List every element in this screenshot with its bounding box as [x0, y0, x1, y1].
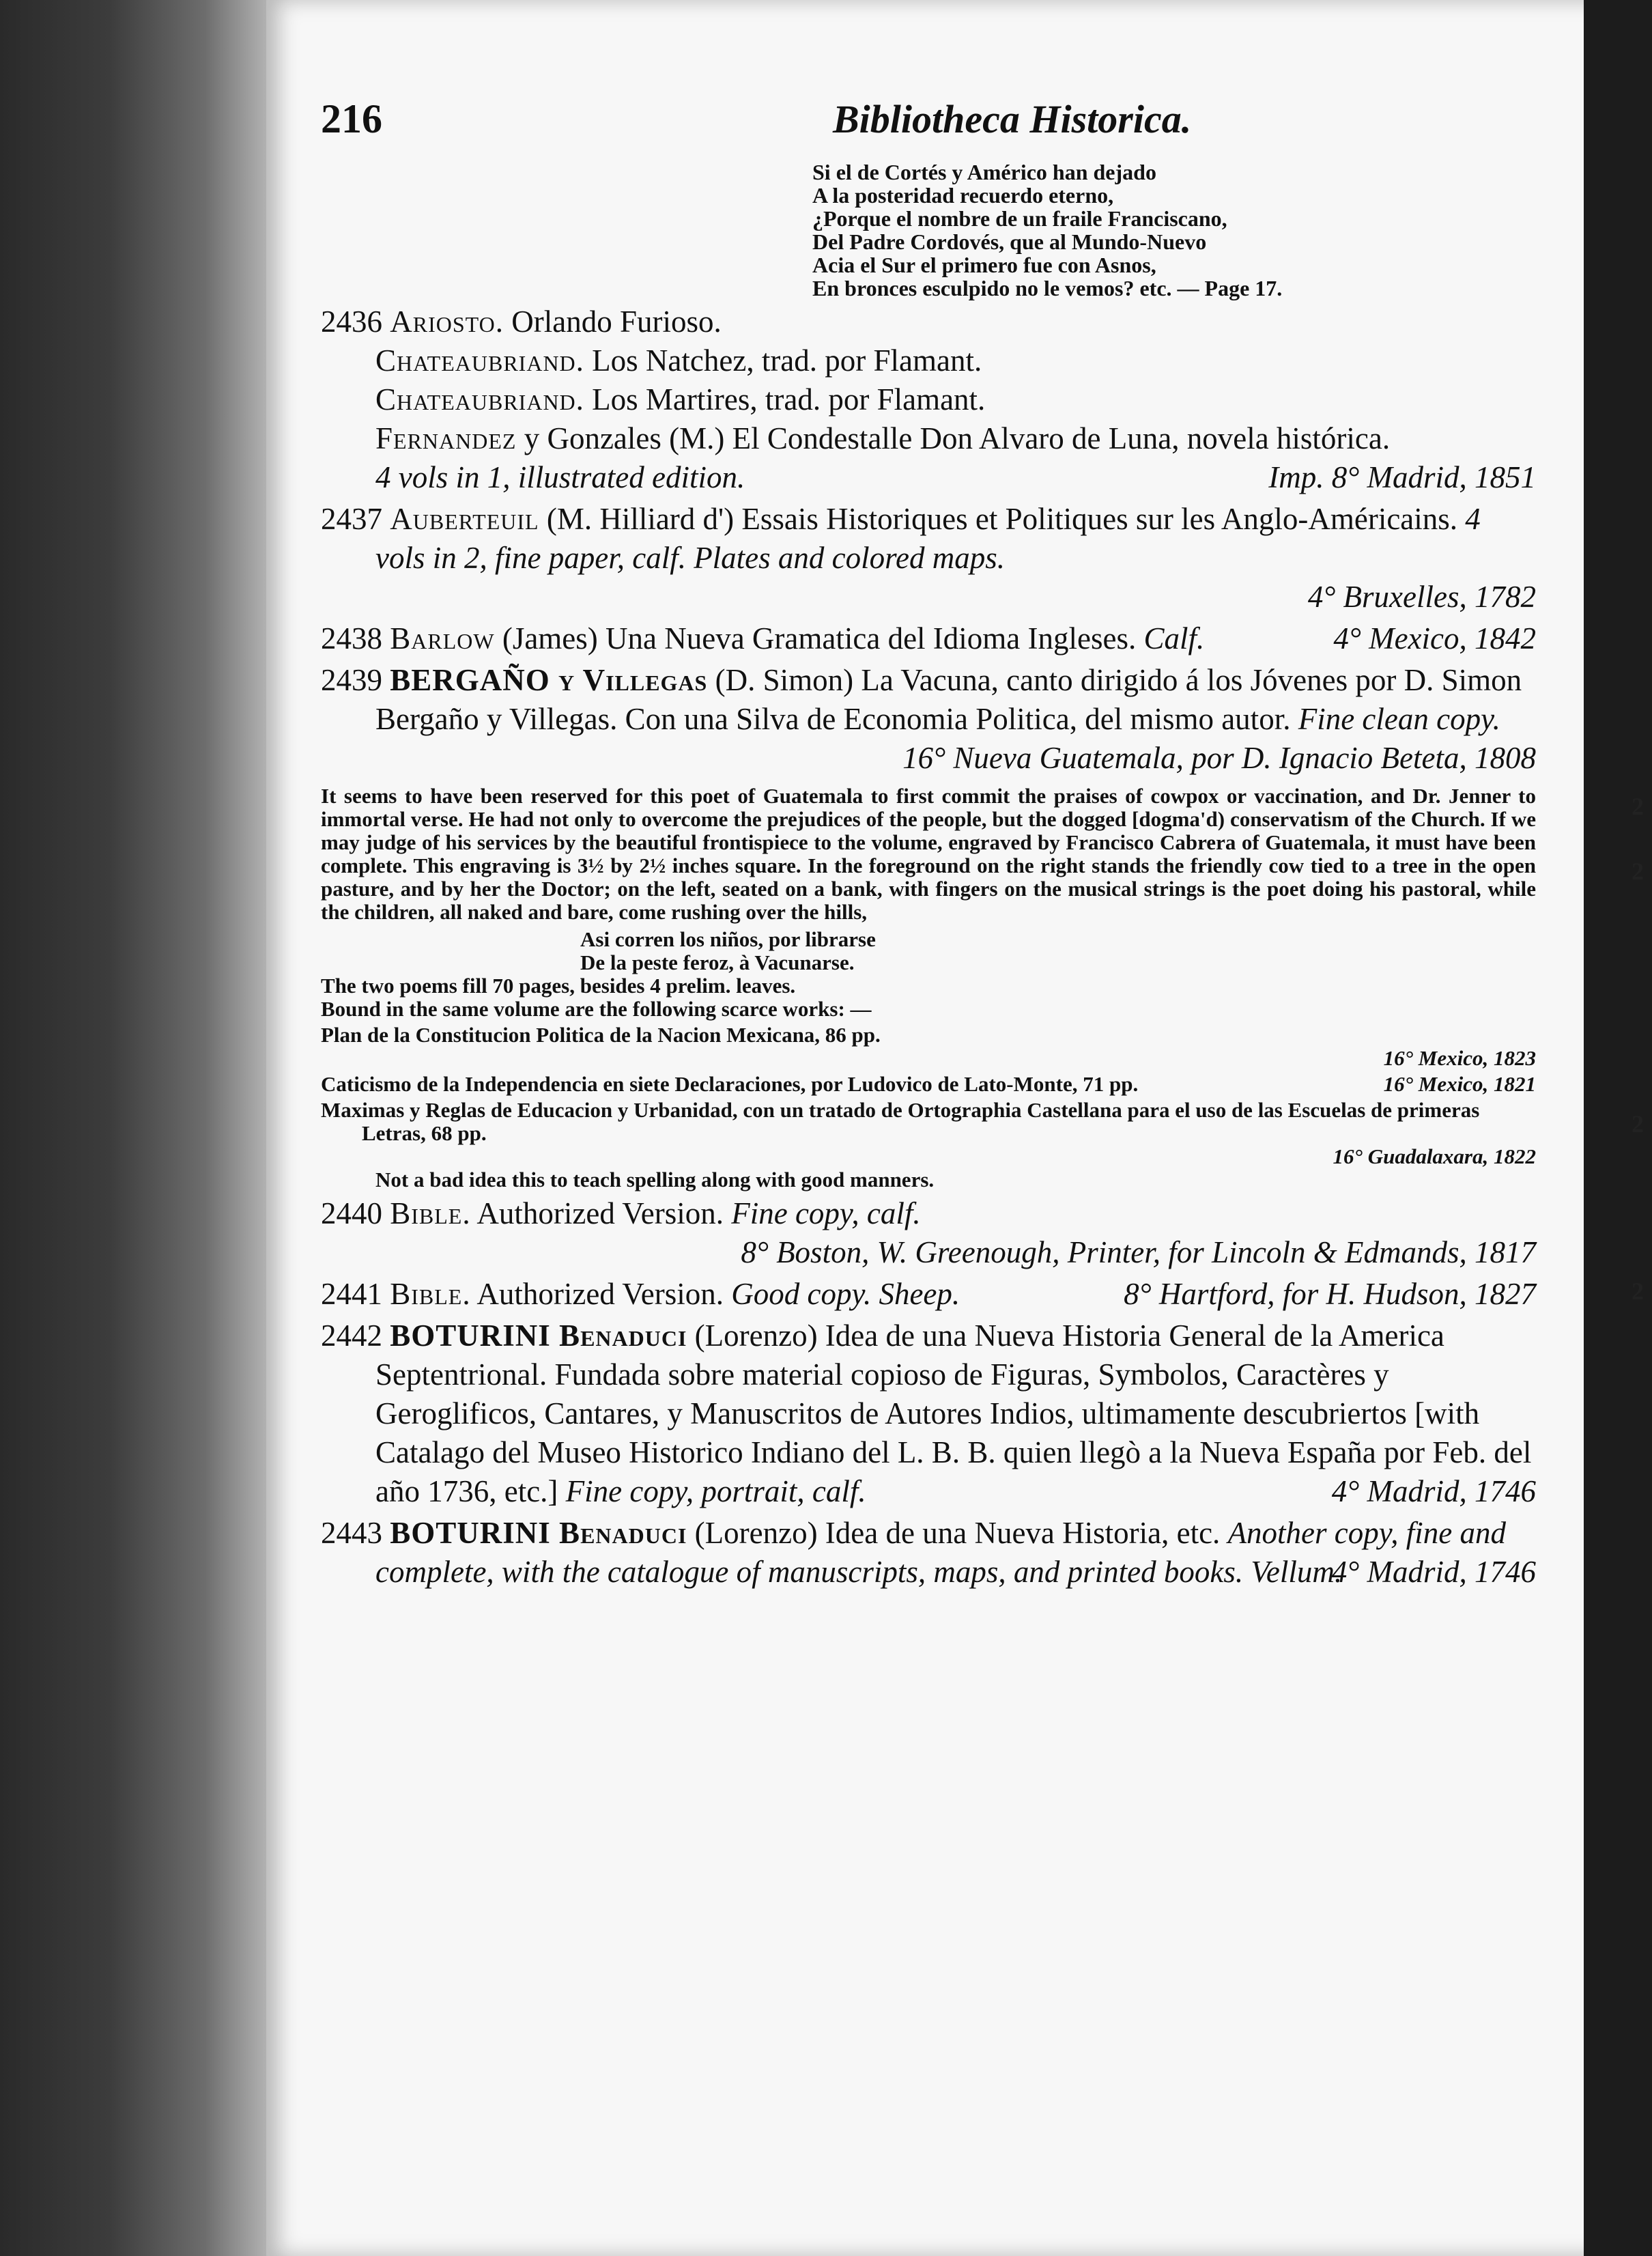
- entry-imprint: 16° Nueva Guatemala, por D. Ignacio Beteta, 1808: [902, 741, 1536, 775]
- entry-number: 2436: [321, 305, 382, 339]
- bound-work: [321, 1073, 1536, 1096]
- entry-2443: [321, 1514, 1536, 1592]
- entry-imprint: 8° Hartford, for H. Hudson, 1827: [1124, 1277, 1536, 1311]
- entry-description: Fine copy, portrait, calf.: [565, 1474, 866, 1508]
- entry-title: Orlando Furioso.: [511, 305, 722, 339]
- entry-imprint: 4° Bruxelles, 1782: [1307, 580, 1536, 614]
- entry-author: BOTURINI Benaduci: [390, 1319, 687, 1353]
- entry-2441: [321, 1275, 1536, 1314]
- entry-number: 2439: [321, 663, 382, 697]
- entry-2440: [321, 1194, 1536, 1272]
- entry-description: 4 vols in 1, illustrated edition.: [375, 460, 745, 494]
- bound-work: [321, 1099, 1536, 1168]
- entry-title: (Lorenzo) Idea de una Nueva Historia, etc.: [694, 1516, 1221, 1550]
- entry-author: Auberteuil: [390, 502, 539, 536]
- page-content: [321, 96, 1536, 1592]
- entry-imprint: 4° Madrid, 1746: [1331, 1555, 1536, 1589]
- bound-work-title: Caticismo de la Independencia en siete Declaraciones, por Ludovico de Lato-Monte, 71 pp.: [321, 1072, 1139, 1096]
- page-header: [321, 96, 1536, 160]
- entry-title: (D. Simon) La Vacuna, canto dirigido á los Jóvenes por D. Simon Bergaño y Villegas. Con una Silva de Economia Politica, del mismo autor.: [375, 663, 1522, 736]
- entry-number: 2442: [321, 1319, 382, 1353]
- poem-line: A la posteridad recuerdo eterno,: [812, 183, 1114, 208]
- entry-imprint: 8° Boston, W. Greenough, Printer, for Lincoln & Edmands, 1817: [741, 1235, 1536, 1269]
- bound-work-imprint: 16° Mexico, 1821: [1383, 1072, 1536, 1096]
- poem-line: Acia el Sur el primero fue con Asnos,: [812, 253, 1156, 277]
- note-text: The two poems fill 70 pages, besides 4 prelim. leaves.: [321, 974, 796, 998]
- entry-author: Bible.: [390, 1196, 471, 1230]
- entry-number: 2443: [321, 1516, 382, 1550]
- poem-line: Del Padre Cordovés, que al Mundo-Nuevo: [812, 229, 1207, 254]
- note-text: Not a bad idea this to teach spelling along with good manners.: [375, 1168, 935, 1192]
- poem-attribution: etc. — Page 17.: [1139, 276, 1283, 300]
- entry-author: Barlow: [390, 621, 495, 655]
- entry-author: Bible.: [390, 1277, 471, 1311]
- entry-note: It seems to have been reserved for this poet of Guatemala to first commit the praises of cowpox or vaccination, and Dr. Jenner to immortal verse. He had not only to overcome the prejudices of the people, but the dogged [dogma'd) conservatism of the Church. If we may judge of his services by the beautiful frontispiece to the volume, engraved by Francisco Cabrera of Guatemala, it must have been complete. This engraving is 3½ by 2½ inches square. In the foreground on the right stands the friendly cow tied to a tree in the open pasture, and by her the Doctor; on the left, seated on a bank, with fingers on the musical strings is the poet doing his pastoral, while the children, all naked and bare, come rushing over the hills,: [321, 784, 1536, 924]
- poem-line: ¿Porque el nombre de un fraile Franciscano,: [812, 206, 1227, 231]
- margin-mark: 2: [1632, 1278, 1644, 1305]
- entry-2442: [321, 1316, 1536, 1511]
- entry-author: Fernandez: [375, 421, 517, 455]
- entry-imprint: 4° Mexico, 1842: [1333, 621, 1536, 655]
- epigraph-poem: [812, 160, 1536, 300]
- entry-title: (M. Hilliard d') Essais Historiques et Politiques sur les Anglo-Américains.: [546, 502, 1458, 536]
- entry-number: 2438: [321, 621, 382, 655]
- entry-description: Calf.: [1143, 621, 1205, 655]
- bound-work-imprint: 16° Mexico, 1823: [1383, 1046, 1536, 1070]
- margin-mark: 2: [1632, 1110, 1644, 1138]
- note-verse: [580, 928, 1536, 974]
- margin-mark: 2: [1632, 793, 1644, 820]
- page-number: 216: [321, 96, 382, 141]
- running-title: Bibliotheca Historica.: [833, 97, 1192, 141]
- entry-2437: [321, 500, 1536, 617]
- entry-description: 4 vols in 2, fine paper, calf. Plates and colored maps.: [375, 502, 1481, 575]
- entry-author: BERGAÑO y Villegas: [390, 663, 708, 697]
- entry-title: (James) Una Nueva Gramatica del Idioma Ingleses.: [502, 621, 1137, 655]
- scan-left-edge: [0, 0, 273, 2256]
- poem-line: Si el de Cortés y Américo han dejado: [812, 160, 1156, 184]
- bound-work-title: Plan de la Constitucion Politica de la Nacion Mexicana, 86 pp.: [321, 1023, 881, 1047]
- entry-description: Fine clean copy.: [1298, 702, 1500, 736]
- bound-work-imprint: 16° Guadalaxara, 1822: [1333, 1144, 1536, 1168]
- entry-number: 2440: [321, 1196, 382, 1230]
- entry-2439: [321, 661, 1536, 778]
- entry-author: Chateaubriand.: [375, 382, 584, 417]
- bound-work: [321, 1024, 1536, 1070]
- entry-author: Ariosto.: [390, 305, 504, 339]
- entry-number: 2437: [321, 502, 382, 536]
- entry-number: 2441: [321, 1277, 382, 1311]
- entry-title: (Lorenzo) Idea de una Nueva Historia General de la America Septentrional. Fundada sobre material copioso de Figuras, Symbolos, Caractères y Geroglificos, Cantares, y Manuscritos de Autores Indios, ultimamente descubriertos [with Catalago del Museo Historico Indiano del L. B. B. quien llegò a la Nueva España por Feb. del año 1736, etc.]: [375, 1319, 1532, 1508]
- entry-title: Authorized Version.: [476, 1277, 724, 1311]
- verse-line: De la peste feroz, à Vacunarse.: [580, 950, 855, 974]
- entry-description: Another copy, fine and complete, with the catalogue of manuscripts, maps, and printed books. Vellum.: [375, 1516, 1506, 1589]
- entry-title: Authorized Version.: [476, 1196, 724, 1230]
- entry-author: BOTURINI Benaduci: [390, 1516, 687, 1550]
- entry-title: Los Martires, trad. por Flamant.: [592, 382, 986, 417]
- entry-title: y Gonzales (M.) El Condestalle Don Alvaro de Luna, novela histórica.: [524, 421, 1391, 455]
- entry-title: Los Natchez, trad. por Flamant.: [592, 343, 982, 378]
- bound-work-title: Maximas y Reglas de Educacion y Urbanidad, con un tratado de Ortographia Castellana para el uso de las Escuelas de primeras Letras, 68 pp.: [321, 1098, 1480, 1145]
- poem-line: En bronces esculpido no le vemos? etc. — Page 17.: [812, 276, 1283, 300]
- verse-line: Asi corren los niños, por librarse: [580, 927, 876, 951]
- entry-2438: [321, 619, 1536, 658]
- note-text: Bound in the same volume are the following scarce works: —: [321, 997, 872, 1021]
- entry-imprint: 4° Madrid, 1746: [1331, 1474, 1536, 1508]
- entry-2436: [321, 302, 1536, 497]
- entry-description: Good copy. Sheep.: [731, 1277, 960, 1311]
- margin-mark: 2: [1632, 858, 1644, 885]
- entry-imprint: Imp. 8° Madrid, 1851: [1268, 460, 1536, 494]
- entry-description: Fine copy, calf.: [731, 1196, 921, 1230]
- entry-author: Chateaubriand.: [375, 343, 584, 378]
